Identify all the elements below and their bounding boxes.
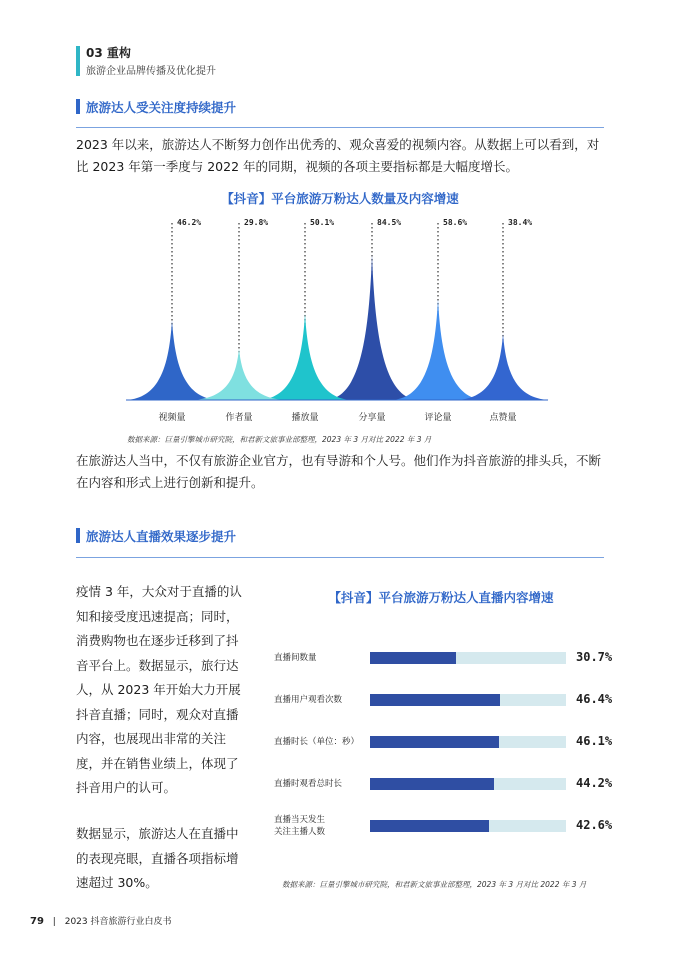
header-accent-bar — [76, 46, 80, 76]
peak-6 — [457, 334, 549, 400]
bar-value-label: 46.1% — [576, 734, 613, 748]
section2-title: 旅游达人直播效果逐步提升 — [86, 529, 237, 544]
section2-paragraph2: 数据显示，旅游达人在直播中的表现亮眼，直播各项指标增速超过 30%。 — [76, 826, 239, 890]
bar-fill — [370, 652, 456, 664]
bar-track — [370, 652, 566, 664]
peak-3 — [259, 314, 351, 400]
peak-category-label: 分享量 — [358, 413, 386, 423]
section2-rule — [76, 557, 604, 558]
peak-5 — [392, 299, 484, 400]
bar-category-label-line: 直播当天发生 — [274, 815, 326, 825]
peak-category-label: 作者量 — [225, 413, 253, 423]
peak-value-label: 46.2% — [177, 218, 202, 227]
section-number-title: 03 重构 — [86, 46, 131, 60]
peak-category-label: 评论量 — [424, 413, 452, 423]
section1-paragraph2: 在旅游达人当中，不仅有旅游企业官方，也有导游和个人号。他们作为抖音旅游的排头兵，不断在内容和形式上进行创新和提升。 — [76, 453, 602, 490]
section1-accent-bar — [76, 99, 80, 114]
chart2-source: 数据来源：巨量引擎城市研究院，和君新文旅事业部整理，2023 年 3 月对比 2022 年 3 月 — [282, 880, 587, 889]
bar-category-label — [274, 736, 359, 748]
section2-accent-bar — [76, 528, 80, 543]
bar-value-label: 30.7% — [576, 650, 613, 664]
bar-value-label: 46.4% — [576, 692, 613, 706]
bar-value-label: 42.6% — [576, 818, 613, 832]
peak-value-label: 38.4% — [508, 218, 533, 227]
peak-4 — [326, 255, 418, 400]
section2-paragraph1: 疫情 3 年，大众对于直播的认知和接受度迅速提高；同时，消费购物也在逐步迁移到了抖音平台上。数据显示，旅行达人，从 2023 年开始大力开展抖音直播；同时，观众对直播内容，也展现出非常的关注度，并在销售业绩上，体现了抖音用户的认可。 — [76, 584, 242, 795]
section1-paragraph: 2023 年以来，旅游达人不断努力创作出优秀的、观众喜爱的视频内容。从数据上可以看到，对比 2023 年第一季度与 2022 年的同期，视频的各项主要指标都是大幅度增长。 — [76, 137, 600, 174]
chart2-title: 【抖音】平台旅游万粉达人直播内容增速 — [328, 590, 554, 605]
bar-category-label-line: 直播用户观看次数 — [274, 695, 343, 705]
bar-category-label-line: 直播时观看总时长 — [274, 779, 343, 789]
footer-separator: | — [52, 917, 56, 927]
bar-category-label — [274, 778, 342, 790]
peak-2 — [193, 349, 285, 400]
section1-rule — [76, 127, 604, 128]
peak-value-label: 58.6% — [443, 218, 468, 227]
peak-category-label: 点赞量 — [489, 413, 517, 423]
page-number: 79 — [30, 916, 44, 927]
section1-title: 旅游达人受关注度持续提升 — [86, 100, 237, 115]
bar-track — [370, 694, 566, 706]
chart1-title: 【抖音】平台旅游万粉达人数量及内容增速 — [221, 191, 459, 206]
peak-value-label: 84.5% — [377, 218, 402, 227]
bar-value-label: 44.2% — [576, 776, 613, 790]
bar-category-label — [274, 652, 317, 664]
bar-category-label — [274, 694, 342, 706]
bar-track — [370, 736, 566, 748]
bar-track — [370, 778, 566, 790]
bar-fill — [370, 694, 500, 706]
peak-value-label: 29.8% — [244, 218, 269, 227]
peak-value-label: 50.1% — [310, 218, 335, 227]
chart1-peaks — [0, 205, 680, 435]
bar-fill — [370, 778, 494, 790]
bar-fill — [370, 820, 489, 832]
bar-track — [370, 820, 566, 832]
section-subtitle: 旅游企业品牌传播及优化提升 — [86, 66, 216, 77]
bar-category-label-line: 关注主播人数 — [274, 827, 326, 837]
bar-category-label-line: 直播时长（单位：秒） — [274, 737, 360, 747]
peak-category-label: 播放量 — [291, 413, 319, 423]
peak-1 — [126, 321, 218, 400]
footer-title: 2023 抖音旅游行业白皮书 — [64, 917, 172, 927]
footer — [30, 914, 172, 927]
peak-category-label: 视频量 — [158, 413, 186, 423]
bar-category-label-line: 直播间数量 — [274, 653, 317, 663]
bar-category-label — [274, 814, 325, 838]
chart1-source: 数据来源：巨量引擎城市研究院，和君新文旅事业部整理，2023 年 3 月对比 2022 年 3 月 — [127, 435, 432, 444]
bar-fill — [370, 736, 499, 748]
